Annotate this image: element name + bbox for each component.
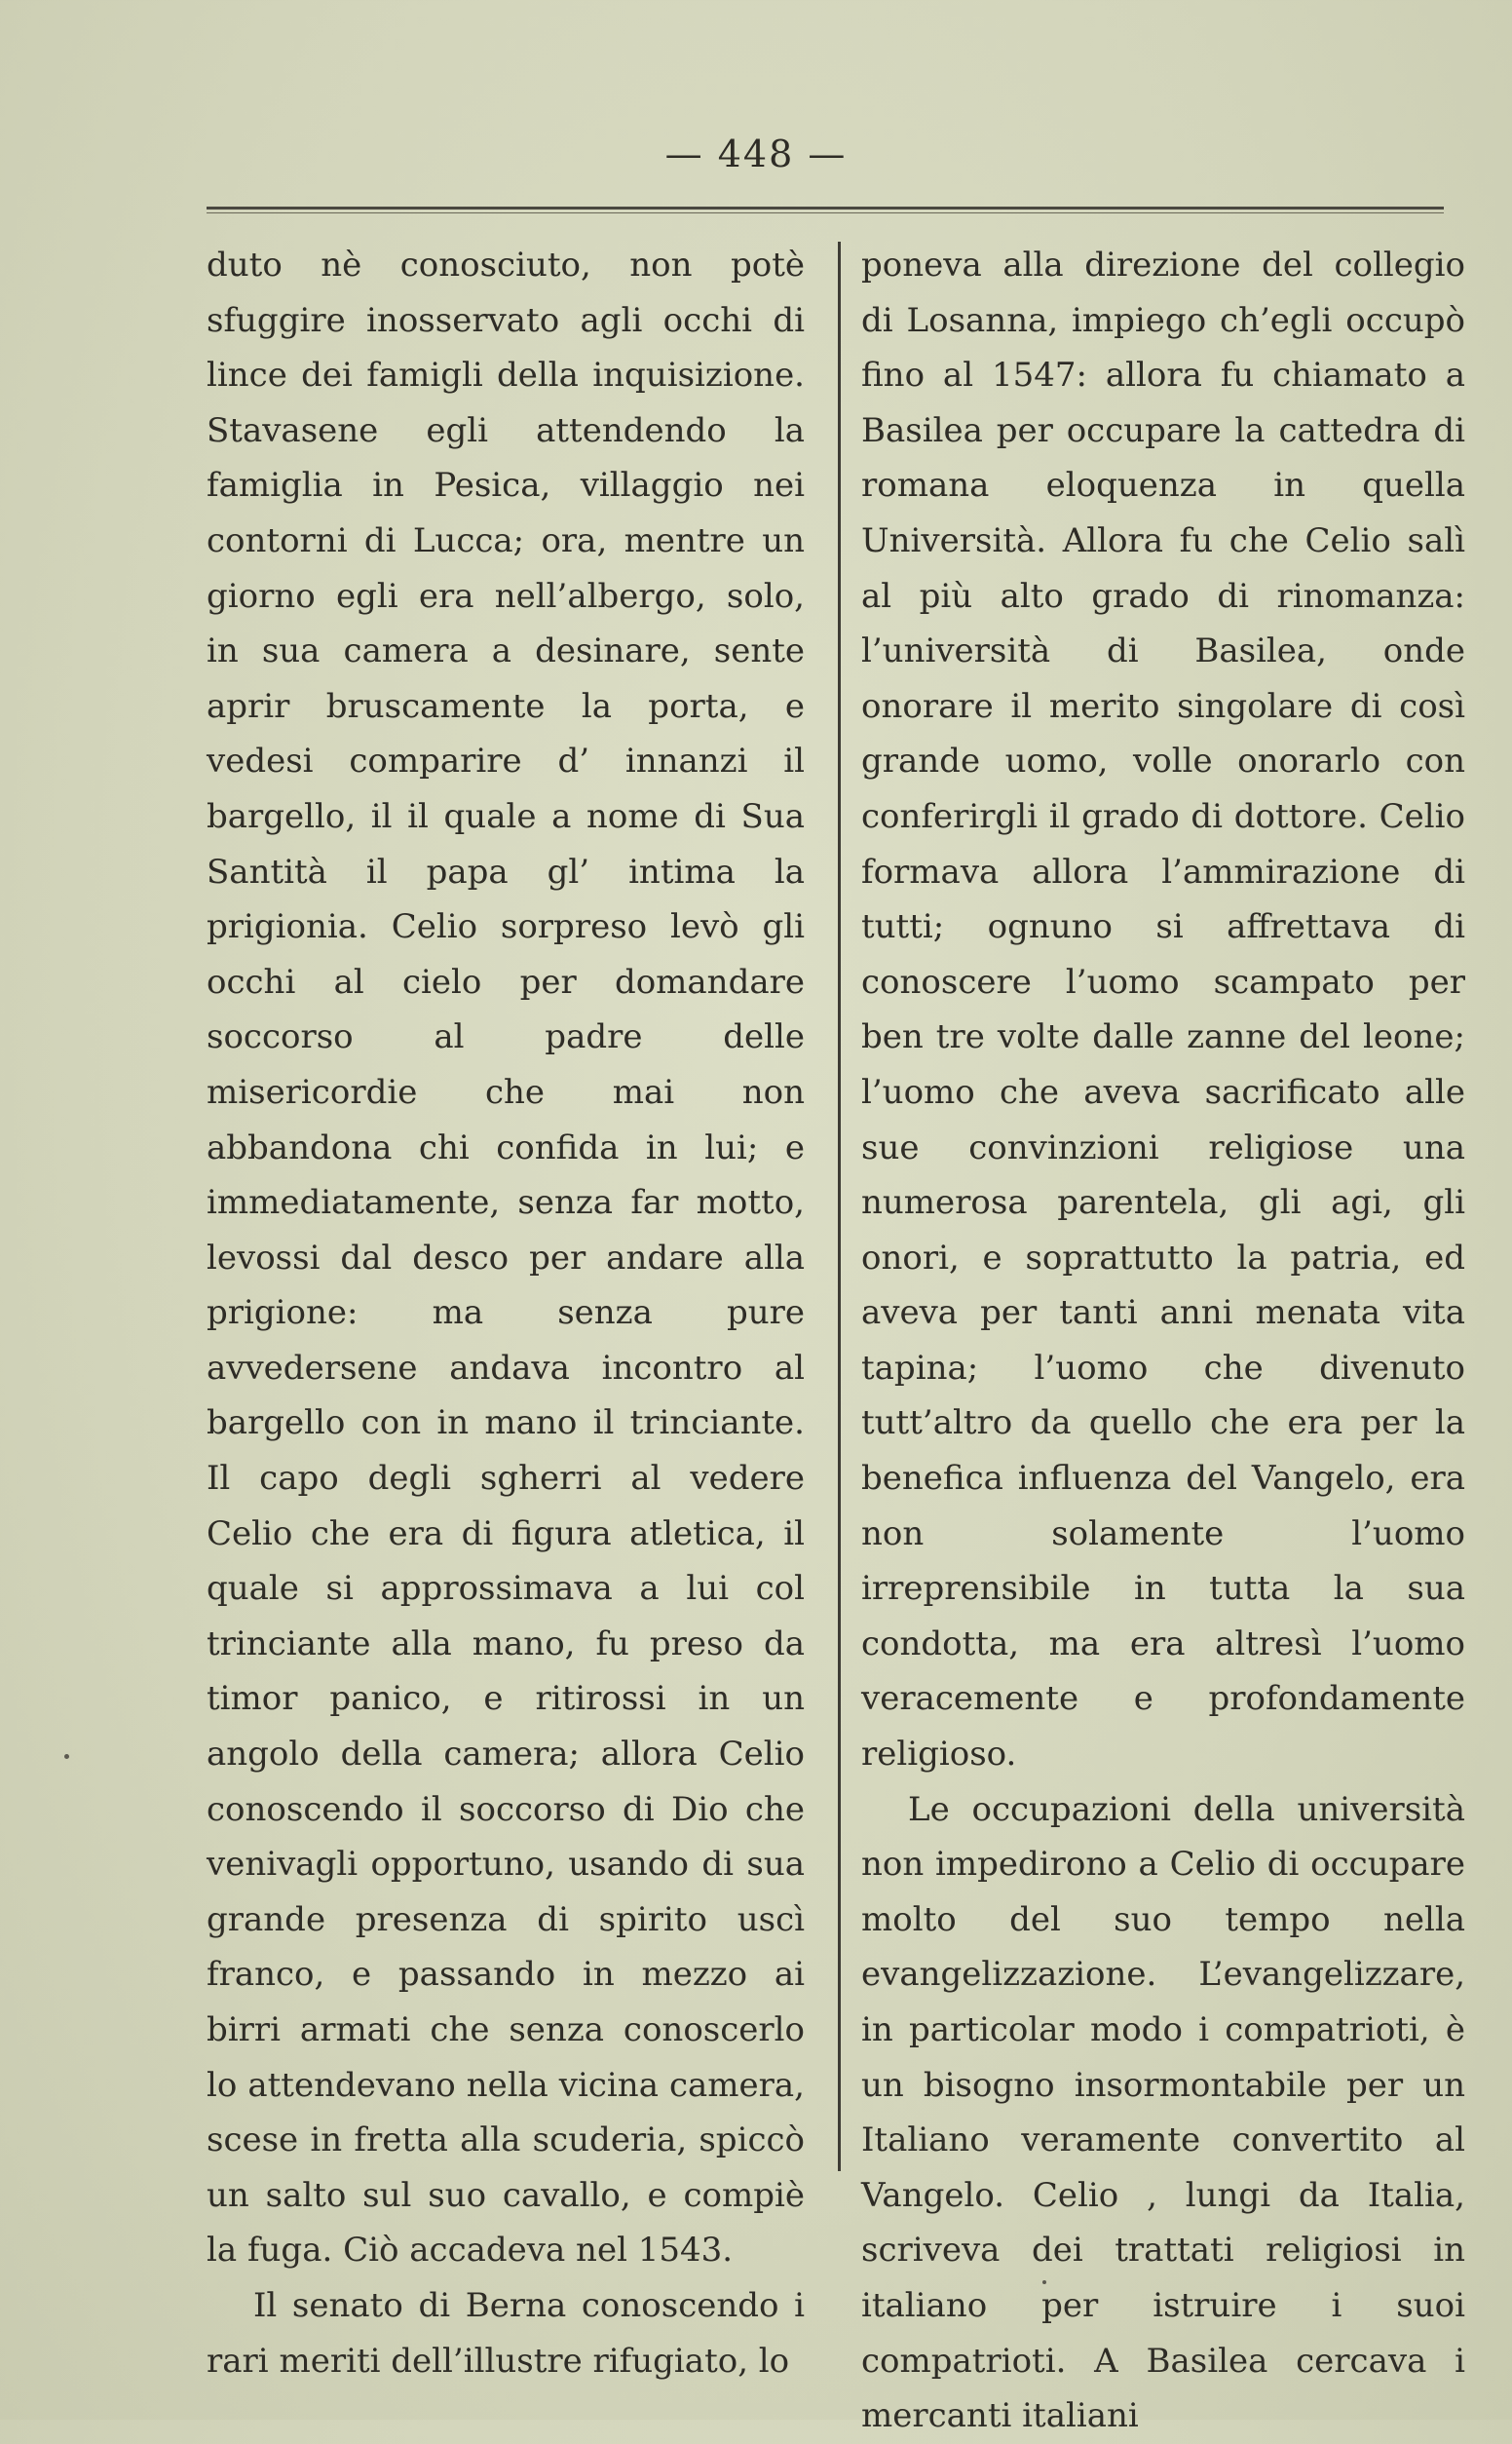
- right-column: [861, 238, 1465, 2444]
- column-divider: [838, 242, 841, 2171]
- paragraph: duto nè conosciuto, non potè sfuggire inosservato agli occhi di lince dei famigli della inquisizione. Stavasene egli attendendo la famiglia in Pesica, villaggio nei contorni di Lucca; ora, mentre un giorno egli era nell’albergo, solo, in sua camera a desinare, sente aprir bruscamente la porta, e vedesi comparire d’ innanzi il bargello, il il quale a nome di Sua Santità il papa gl’ intima la prigionia. Celio sorpreso levò gli occhi al cielo per domandare soccorso al padre delle misericordie che mai non abbandona chi confida in lui; e immediatamente, senza far motto, levossi dal desco per andare alla prigione: ma senza pure avvedersene andava incontro al bargello con in mano il trinciante. Il capo degli sgherri al vedere Celio che era di figura atletica, il quale si approssimava a lui col trinciante alla mano, fu preso da timor panico, e ritirossi in un angolo della camera; allora Celio conoscendo il soccorso di Dio che venivagli opportuno, usando di sua grande presenza di spirito uscì franco, e passando in mezzo ai birri armati che senza conoscerlo lo attendevano nella vicina camera, scese in fretta alla scuderia, spiccò un salto sul suo cavallo, e compiè la fuga. Ciò accadeva nel 1543.: [207, 246, 805, 2271]
- paragraph: Il senato di Berna conoscendo i rari meriti dell’illustre rifugiato, lo: [207, 2285, 805, 2381]
- left-column: [207, 238, 805, 2388]
- paragraph: poneva alla direzione del collegio di Losanna, impiego ch’egli occupò fino al 1547: allora fu chiamato a Basilea per occupare la cattedra di romana eloquenza in quella Università. Allora fu che Celio salì al più alto grado di rinomanza: l’università di Basilea, onde onorare il merito singolare di così grande uomo, volle onorarlo con conferirgli il grado di dottore. Celio formava allora l’ammirazione di tutti; ognuno si affrettava di conoscere l’uomo scampato per ben tre volte dalle zanne del leone; l’uomo che aveva sacrificato alle sue convinzioni religiose una numerosa parentela, gli agi, gli onori, e soprattutto la patria, ed aveva per tanti anni menata vita tapina; l’uomo che divenuto tutt’altro da quello che era per la benefica influenza del Vangelo, era non solamente l’uomo irreprensibile in tutta la sua condotta, ma era altresì l’uomo veracemente e profondamente religioso.: [861, 246, 1465, 1775]
- paper-speck: [64, 1754, 69, 1759]
- header-rule: [207, 207, 1444, 213]
- paragraph: Le occupazioni della università non impedirono a Celio di occupare molto del suo tempo nella evangelizzazione. L’evangelizzare, in particolar modo i compatrioti, è un bisogno insormontabile per un Italiano veramente convertito al Vangelo. Celio , lungi da Italia, scriveva dei trattati religiosi in italiano per istruire i suoi compatrioti. A Basilea cercava i mercanti italiani: [861, 1789, 1465, 2436]
- page-number: — 448 —: [664, 133, 848, 175]
- paper-speck: [1042, 2280, 1046, 2284]
